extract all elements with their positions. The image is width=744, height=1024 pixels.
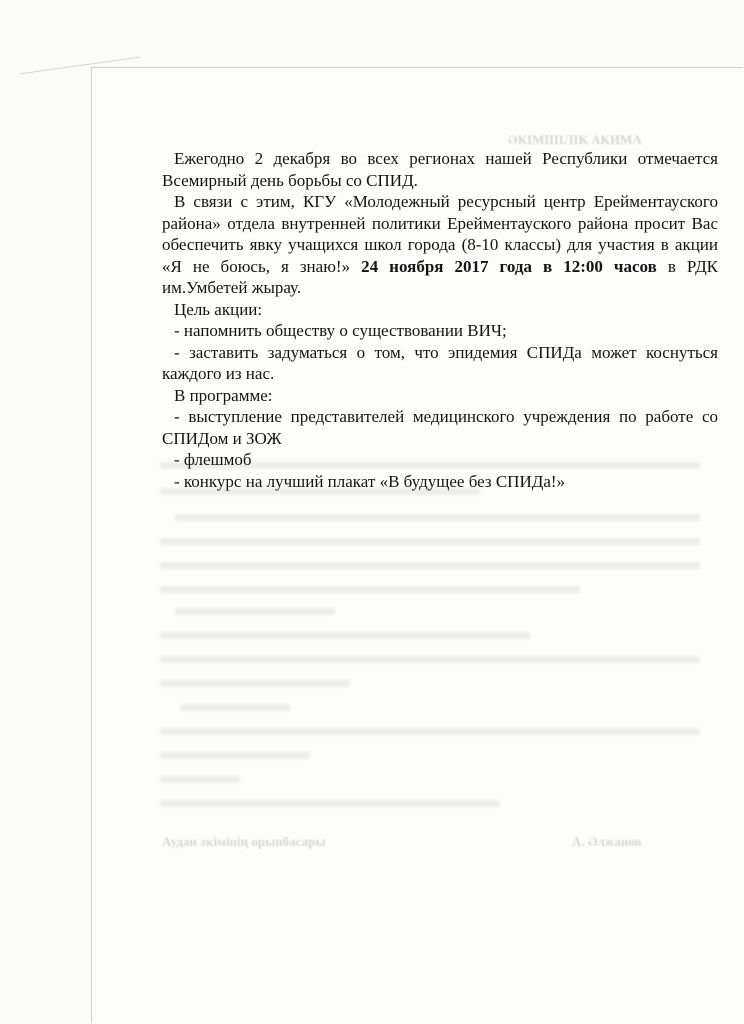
request-text: В связи с этим, КГУ «Молодежный ресурсный центр Ерейментауского района» отдела внутренней политики Ерейментауского района просит Вас обеспечить явку учащихся школ города (8-10 классы) для участия в акции «Я не боюсь, я знаю!» [162,192,718,276]
ghost-signature-name: А. Әлжанов [572,834,642,849]
ghost-line [160,680,350,687]
ghost-line [175,608,335,615]
ghost-header: ӘКІМШІЛІК АКИМА [508,132,642,147]
goal-item: - заставить задуматься о том, что эпидемия СПИДа может коснуться каждого из нас. [162,342,718,383]
ghost-line [180,704,290,711]
ghost-line [160,800,500,807]
program-item: - выступление представителей медицинского учреждения по работе со СПИДом и ЗОЖ [162,407,718,448]
ghost-line [160,538,700,545]
ghost-line [175,514,700,521]
paragraph-intro: Ежегодно 2 декабря во всех регионах нашей Республики отмечается Всемирный день борьбы со СПИД. [162,149,718,190]
program-item: - конкурс на лучший плакат «В будущее без СПИДа!» [174,471,566,491]
letter-body [162,148,718,492]
goal-heading: Цель акции: [174,299,263,319]
ghost-line [160,656,700,663]
ghost-line [160,586,580,593]
ghost-line [160,776,240,783]
ghost-signature-title: Аудан әкімінің орынбасары [162,834,326,849]
program-heading: В программе: [174,385,273,405]
request-location: в РДК им.Умбетей жырау. [162,256,719,297]
ghost-line [160,562,700,569]
ghost-line [160,752,310,759]
goal-item: - напомнить обществу о существовании ВИЧ; [174,321,507,340]
ghost-line [160,632,530,639]
ghost-line [160,728,700,735]
event-datetime: 24 ноября 2017 года в 12:00 часов [361,256,657,276]
program-item: - флешмоб [174,450,252,469]
paragraph-request [162,191,718,299]
